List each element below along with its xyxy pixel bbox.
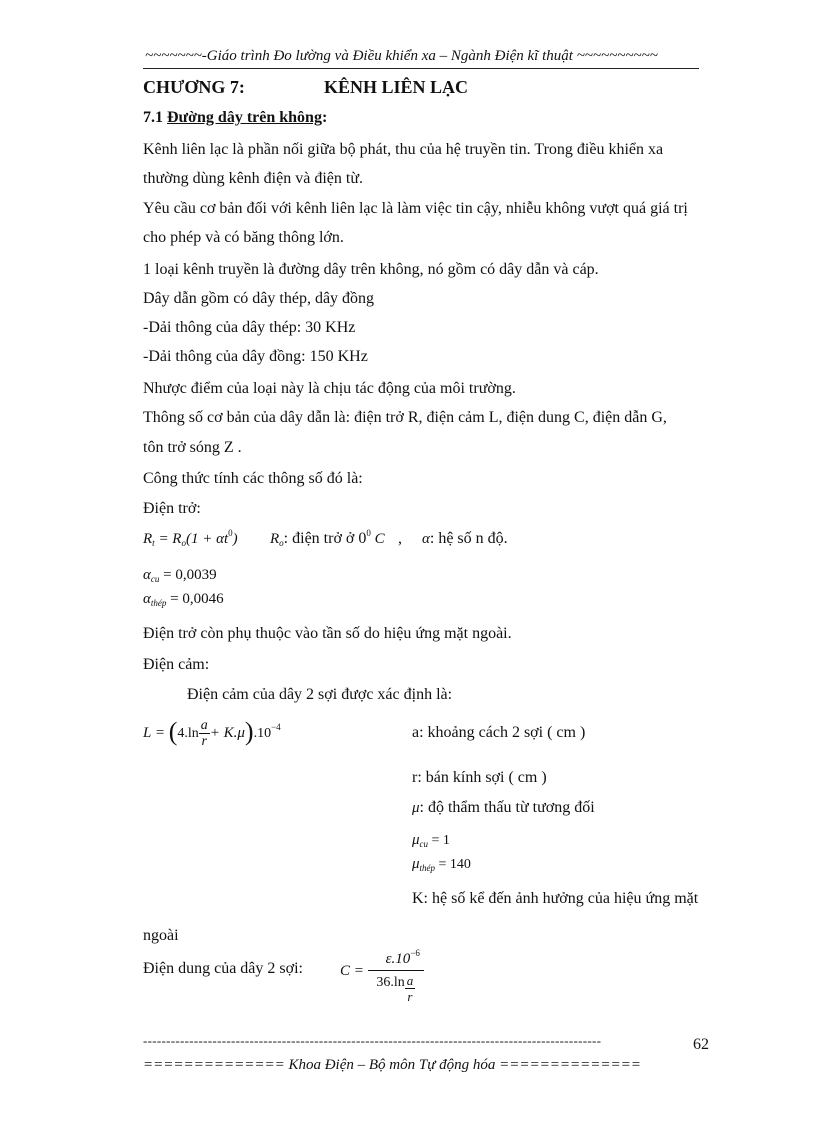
inductance-intro: Điện cảm của dây 2 sợi được xác định là: <box>187 686 453 703</box>
paragraph-line: thường dùng kênh điện và điện từ. <box>143 170 363 187</box>
resistance-comma: , <box>398 530 402 547</box>
paragraph-line: -Dải thông của dây đồng: 150 KHz <box>143 348 368 365</box>
page-number: 62 <box>693 1036 709 1053</box>
running-footer: ============== Khoa Điện – Bộ môn Tự động hóa ============== <box>143 1057 641 1073</box>
alpha-description: α: hệ số n độ. <box>422 530 508 547</box>
fraction-a-over-r: $\frac{a}{r}$ <box>200 717 208 749</box>
header-rule <box>143 68 699 69</box>
inductance-heading: Điện cảm: <box>143 656 210 673</box>
paragraph-line: 1 loại kênh truyền là đường dây trên không, nó gồm có dây dẫn và cáp. <box>143 261 599 278</box>
alpha-steel: αthép = 0,0046 <box>143 591 224 608</box>
desc-mu: μ: độ thẩm thấu từ tương đối <box>412 799 595 816</box>
desc-r: r: bán kính sợi ( cm ) <box>412 769 547 786</box>
resistance-description: Ro: điện trở ở $0^0$ C <box>270 528 385 548</box>
mu-steel: μthép = 140 <box>412 856 471 873</box>
paragraph-line: Công thức tính các thông số đó là: <box>143 470 363 487</box>
footer-rule: --------------------------------------------------------------------------------------------------- <box>143 1033 602 1048</box>
paragraph-line: Kênh liên lạc là phần nối giữa bộ phát, thu của hệ truyền tin. Trong điều khiển xa <box>143 141 664 158</box>
section-title: Đường dây trên không <box>167 109 322 126</box>
paragraph-line: Yêu cầu cơ bản đối với kênh liên lạc là làm việc tin cậy, nhiễu không vượt quá giá trị <box>143 200 688 217</box>
paragraph-line: Nhược điểm của loại này là chịu tác động của môi trường. <box>143 380 516 397</box>
paragraph-line: Dây dẫn gồm có dây thép, dây đồng <box>143 290 375 307</box>
capacitance-formula: C = $\varepsilon.10^{-6}$ 36.ln $\frac{a}{r}$ <box>340 952 424 1004</box>
capacitance-label: Điện dung của dây 2 sợi: <box>143 960 303 977</box>
paragraph-line: Thông số cơ bản của dây dẫn là: điện trở R, điện cảm L, điện dung C, điện dẫn G, <box>143 409 667 426</box>
section-heading <box>143 109 327 127</box>
running-header: ~~~~~~~-Giáo trình Đo lường và Điều khiển xa – Ngành Điện kĩ thuật ~~~~~~~~~~ <box>145 48 658 64</box>
paragraph-line: -Dải thông của dây thép: 30 KHz <box>143 319 356 336</box>
alpha-copper: αcu = 0,0039 <box>143 567 217 584</box>
skin-effect-text: Điện trở còn phụ thuộc vào tần số do hiệu ứng mặt ngoài. <box>143 625 512 642</box>
resistance-formula: $Rt = Ro(1 + \alpha t^0)$ <box>143 528 238 548</box>
mu-copper: μcu = 1 <box>412 832 450 849</box>
desc-a: a: khoảng cách 2 sợi ( cm ) <box>412 724 586 741</box>
desc-k: K: hệ số kể đến ảnh hưởng của hiệu ứng mặt <box>412 890 699 907</box>
chapter-title: KÊNH LIÊN LẠC <box>324 77 469 97</box>
section-colon: : <box>321 109 328 126</box>
chapter-label: CHƯƠNG 7: <box>143 77 245 97</box>
paragraph-line: tôn trở sóng Z . <box>143 439 242 456</box>
paragraph-line: Điện trở: <box>143 500 201 517</box>
paragraph-line: cho phép và có băng thông lớn. <box>143 229 344 246</box>
capacitance-fraction: $\varepsilon.10^{-6}$ 36.ln $\frac{a}{r}$ <box>368 952 424 1004</box>
section-number: 7.1 <box>143 109 167 126</box>
desc-k-continued: ngoài <box>143 927 179 944</box>
inductance-formula: L = (4.ln $\frac{a}{r}$ + $K.\mu).10^{-4}$ <box>143 717 281 749</box>
